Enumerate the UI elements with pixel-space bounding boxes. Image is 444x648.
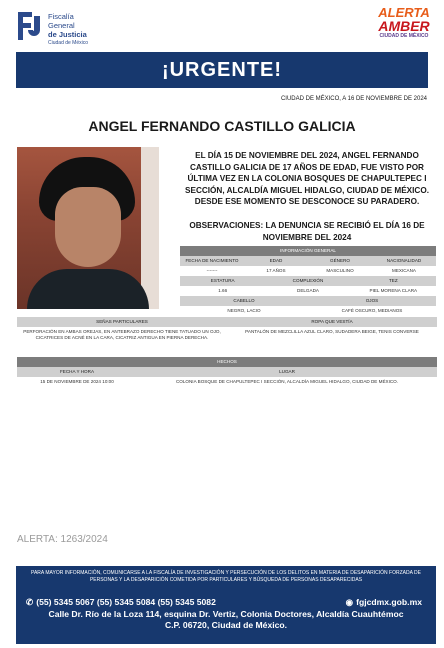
address	[16, 609, 436, 631]
observations: OBSERVACIONES: LA DENUNCIA SE RECIBIÓ EL DÍA 16 DE NOVIEMBRE DEL 2024	[189, 221, 425, 242]
amber-line2: AMBER	[378, 18, 430, 34]
value-estatura: 1.66	[218, 288, 228, 293]
alerta-amber-logo	[374, 6, 434, 46]
value-tez: PIEL MORENA CLARA	[369, 288, 418, 293]
value-senas: PERFORACIÓN EN AMBAS OREJAS, EN ANTEBRAZO DERECHO TIENE TATUADO UN OJO, CICATRICES DE ACNÉ EN LA CARA, CICATRIZ ANTIGUA EN PIERNA DERECHA.	[23, 329, 221, 340]
org-line3: de Justicia	[48, 30, 87, 39]
header	[0, 0, 444, 50]
value-edad: 17 AÑOS	[266, 268, 286, 273]
amber-line3: CIUDAD DE MÉXICO	[379, 33, 429, 39]
value-lugar: COLONIA BOSQUE DE CHAPULTEPEC I SECCIÓN, ALCALDÍA MIGUEL HIDALGO, CIUDAD DE MÉXICO.	[175, 379, 399, 384]
org-line2: General	[48, 21, 75, 30]
footer-note: PARA MAYOR INFORMACIÓN, COMUNICARSE A LA FISCALÍA DE INVESTIGACIÓN Y PERSECUCIÓN DE LOS DELITOS EN MATERIA DE DESAPARICIÓN FORZADA DE PERSONAS Y LA DESAPARICIÓN COMETIDA POR PARTICULARES Y BÚSQUEDA DE PERSONAS DESAPARECIDAS	[31, 570, 421, 583]
web-icon: ◉	[345, 597, 354, 607]
header-fecha: FECHA DE NACIMIENTO	[180, 256, 244, 266]
value-nacionalidad: MEXICANA	[392, 268, 416, 273]
footer	[16, 566, 436, 644]
org-line1: Fiscalía	[48, 12, 74, 21]
header-genero: GÉNERO	[308, 256, 372, 266]
header-senas: SEÑAS PARTICULARES	[17, 317, 227, 327]
fgj-logo-icon	[14, 8, 44, 44]
value-ojos: CAFÉ OSCURO, MEDIANOS	[341, 308, 403, 313]
events-table	[17, 357, 437, 387]
value-ropa: PANTALÓN DE MEZCLILLA AZUL CLARO, SUDADERA BEIGE, TENIS CONVERSE	[245, 329, 419, 334]
phones-text: (55) 5345 5067 (55) 5345 5084 (55) 5345 5082	[36, 597, 216, 607]
description: EL DÍA 15 DE NOVIEMBRE DEL 2024, ANGEL FERNANDO CASTILLO GALICIA DE 17 AÑOS DE EDAD, FUE VISTO POR ÚLTIMA VEZ EN LA COLONIA BOSQUES DE CHAPULTEPEC I SECCIÓN, ALCALDÍA MIGUEL HIDALGO, CIUDAD DE MÉXICO. DESDE ESE MOMENTO SE DESCONOCE SU PARADERO.	[185, 151, 429, 206]
header-tez: TEZ	[351, 276, 436, 286]
value-cabello: NEGRO, LACIO	[227, 308, 261, 313]
website-text: fgjcdmx.gob.mx	[356, 597, 422, 607]
phone-numbers	[26, 597, 216, 608]
date-line: CIUDAD DE MÉXICO, A 16 DE NOVIEMBRE DE 2024	[280, 96, 427, 102]
events-title: HECHOS	[17, 357, 437, 367]
alerta-number: ALERTA: 1263/2024	[17, 534, 108, 545]
website[interactable]	[346, 597, 422, 608]
urgent-banner: ¡URGENTE!	[16, 52, 428, 88]
amber-line1: ALERTA	[378, 5, 430, 20]
person-photo	[17, 147, 159, 309]
features-table	[17, 317, 437, 343]
header-ojos: OJOS	[308, 296, 436, 306]
header-estatura: ESTATURA	[180, 276, 265, 286]
value-complexion: DELGADA	[297, 288, 319, 293]
header-ropa: ROPA QUE VESTÍA	[227, 317, 437, 327]
header-nacionalidad: NACIONALIDAD	[372, 256, 436, 266]
person-name: ANGEL FERNANDO CASTILLO GALICIA	[88, 118, 356, 134]
header-complexion: COMPLEXIÓN	[265, 276, 350, 286]
general-info-table	[180, 246, 436, 316]
header-edad: EDAD	[244, 256, 308, 266]
value-genero: MASCULINO	[326, 268, 354, 273]
value-fecha: -------	[206, 268, 218, 273]
header-fecha-hora: FECHA Y HORA	[17, 367, 137, 377]
header-cabello: CABELLO	[180, 296, 308, 306]
org-line4: Ciudad de México	[48, 40, 89, 46]
phone-icon: ✆	[26, 597, 34, 607]
address-line1: Calle Dr. Río de la Loza 114, esquina Dr. Vertiz, Colonia Doctores, Alcaldía Cuauhtémoc	[48, 609, 404, 619]
info-title: INFORMACIÓN GENERAL	[180, 246, 436, 256]
value-fecha-hora: 15 DE NOVIEMBRE DE 2024 10:00	[40, 379, 114, 384]
address-line2: C.P. 06720, Ciudad de México.	[164, 620, 288, 630]
fgj-logo-text	[48, 12, 88, 48]
header-lugar: LUGAR	[137, 367, 437, 377]
